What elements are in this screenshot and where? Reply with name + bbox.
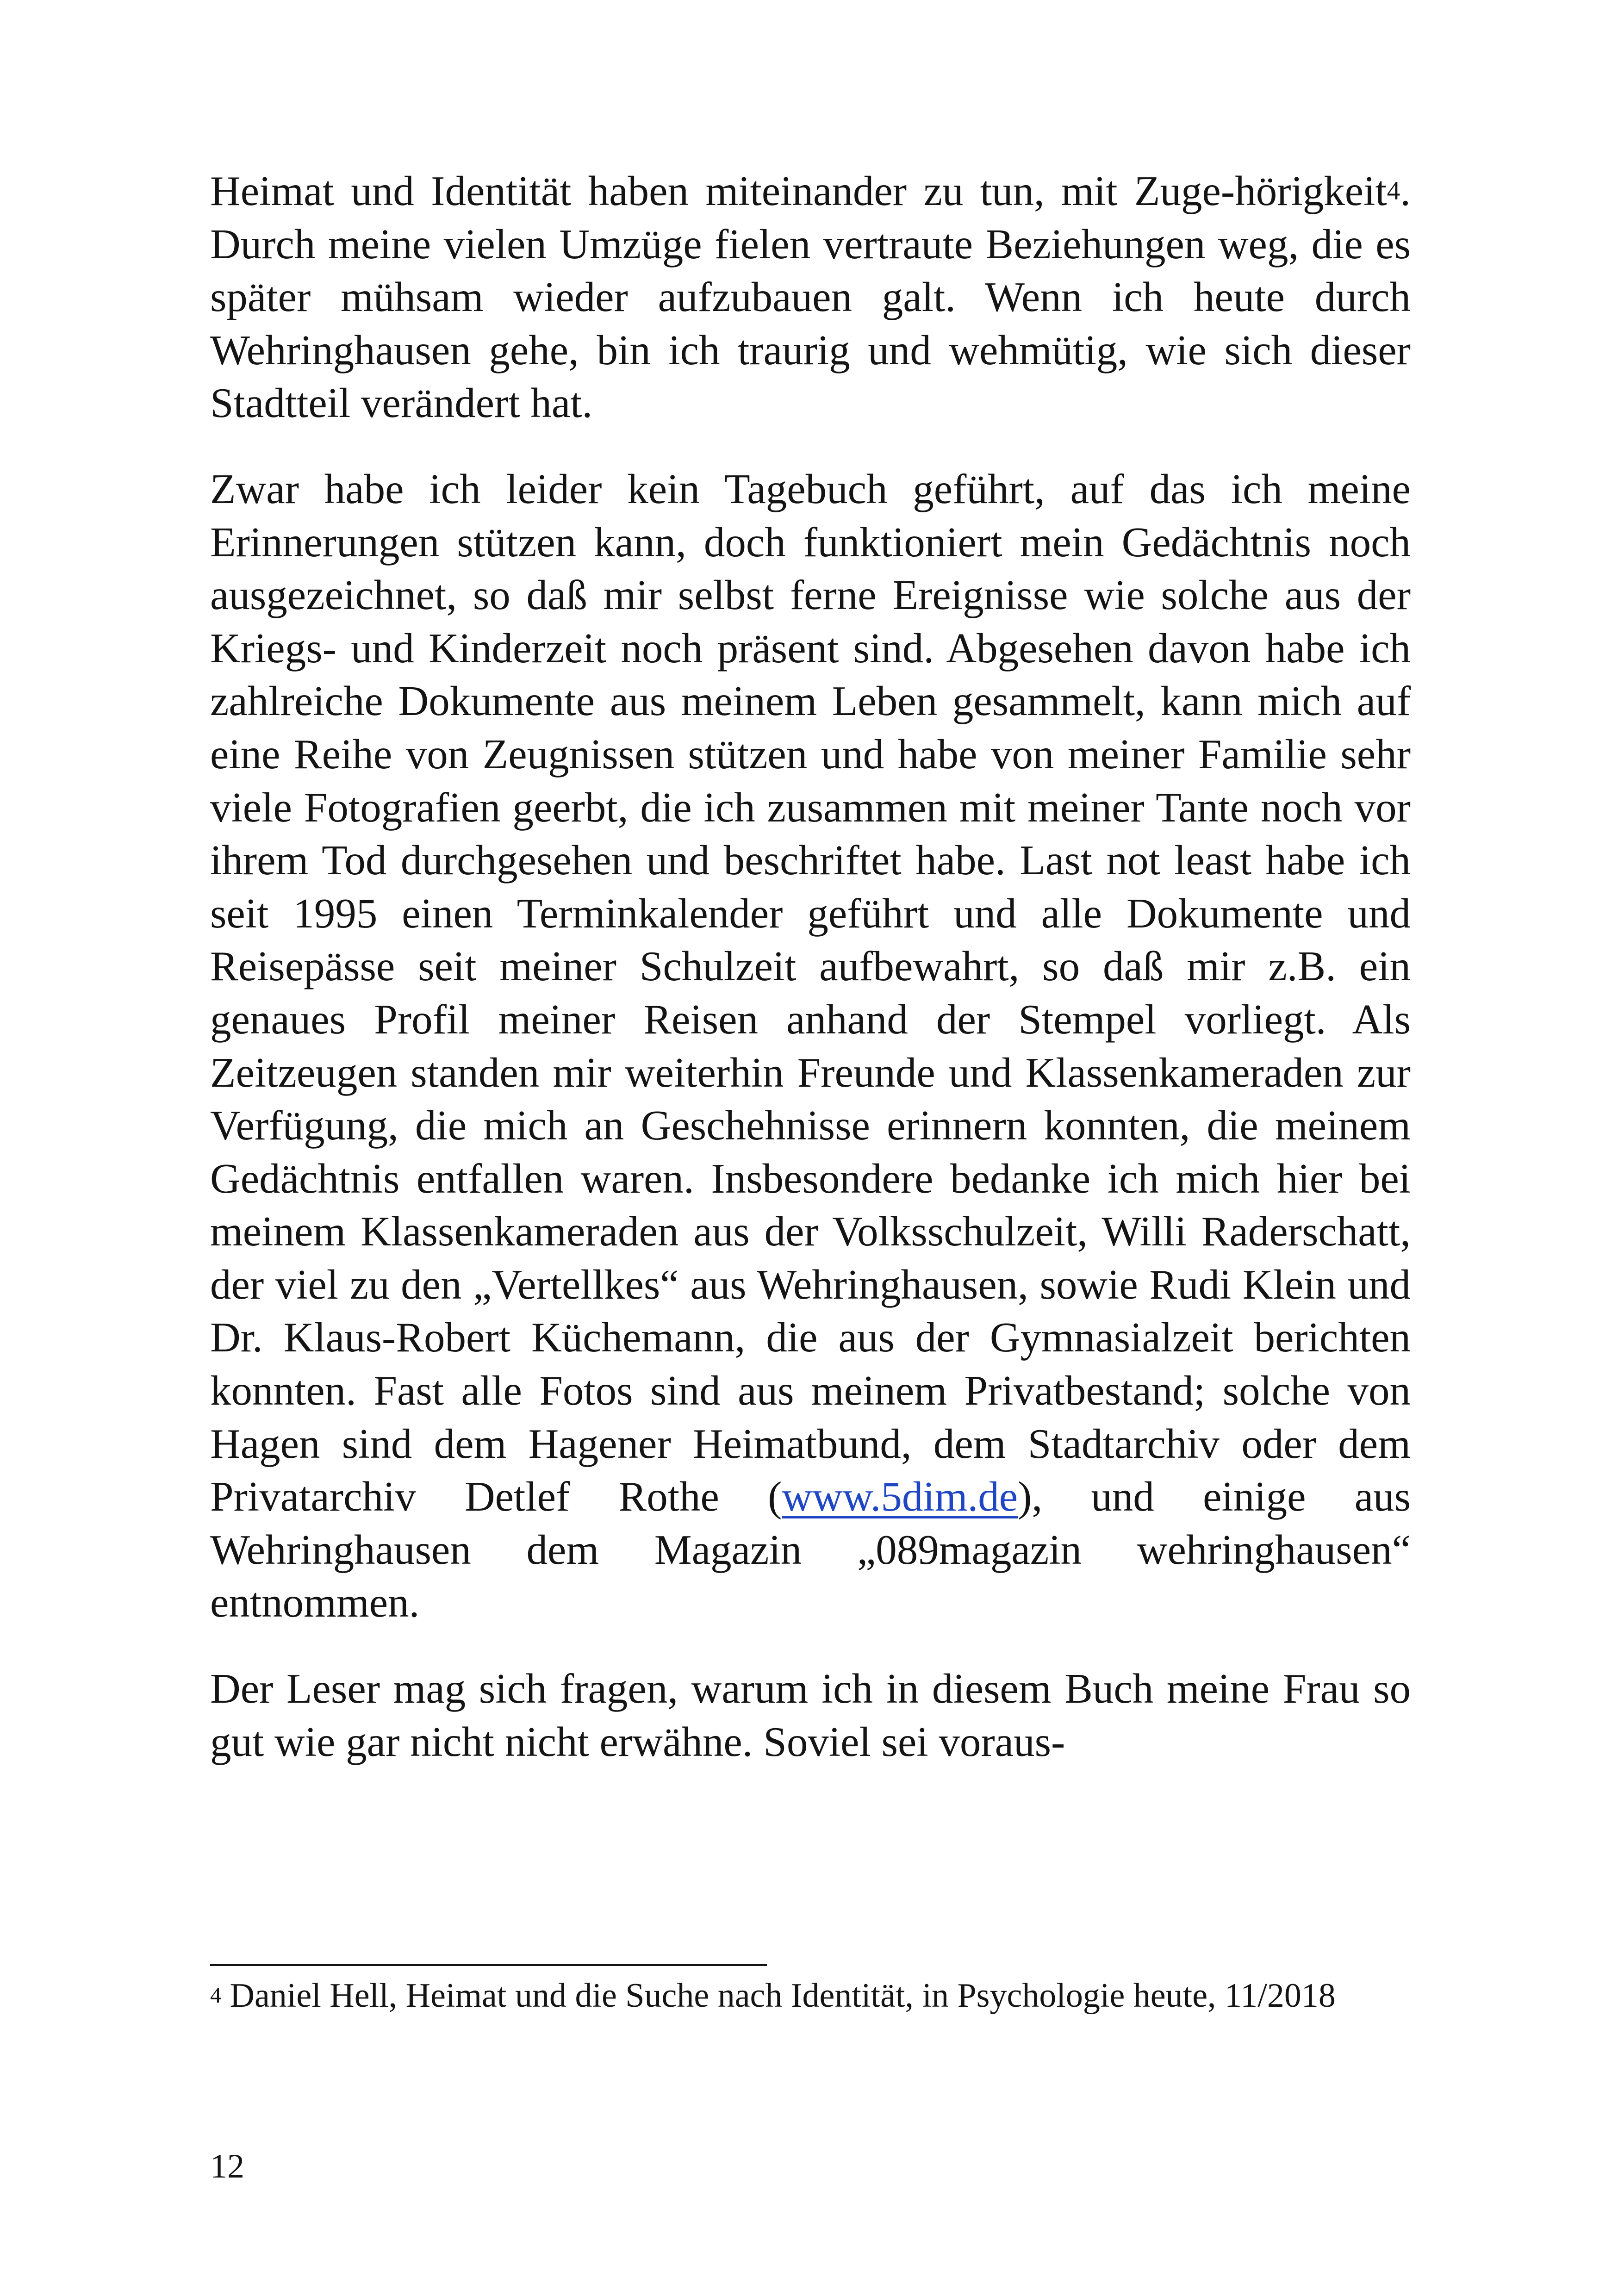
footnote-separator [210, 1964, 767, 1966]
main-text [210, 165, 1411, 1768]
footnote [210, 1973, 1411, 2018]
footnote-number: 4 [210, 1983, 221, 2008]
paragraph-2-text-cont: ), und einige aus Wehringhausen dem Magazin „089magazin wehringhausen“ entnommen. [210, 1473, 1411, 1626]
paragraph-3: Der Leser mag sich fragen, warum ich in diesem Buch meine Frau so gut wie gar nicht nicht erwähne. Soviel sei voraus- [210, 1665, 1411, 1765]
paragraph-2 [210, 463, 1411, 1630]
paragraph-2-text: Zwar habe ich leider kein Tagebuch geführt, auf das ich meine Erinnerungen stützen kann, doch funktioniert mein Gedächtnis noch ausgezeichnet, so daß mir selbst ferne Ereignisse wie solche aus der Kriegs- und Kinderzeit noch präsent sind. Abgesehen davon habe ich zahlreiche Dokumente aus meinem Leben gesammelt, kann mich auf eine Reihe von Zeugnissen stützen und habe von meiner Familie sehr viele Fotografien geerbt, die ich zusammen mit meiner Tante noch vor ihrem Tod durchgesehen und beschriftet habe. Last not least habe ich seit 1995 einen Terminkalender geführt und alle Dokumente und Reisepässe seit meiner Schulzeit aufbewahrt, so daß mir z.B. ein genaues Profil meiner Reisen anhand der Stempel vorliegt. Als Zeitzeugen standen mir weiterhin Freunde und Klassenkameraden zur Verfügung, die mich an Geschehnisse erinnern konnten, die meinem Gedächtnis entfallen waren. Insbesondere bedanke ich mich hier bei meinem Klassenkameraden aus der Volksschulzeit, Willi Raderschatt, der viel zu den „Vertellkes“ aus Wehringhausen, sowie Rudi Klein und Dr. Klaus-Robert Küchemann, die aus der Gymnasialzeit berichten konnten. Fast alle Fotos sind aus meinem Privatbestand; solche von Hagen sind dem Hagener Heimatbund, dem Stadtarchiv oder dem Privatarchiv Detlef Rothe ( [210, 465, 1411, 1520]
website-link[interactable]: www.5dim.de [782, 1473, 1018, 1520]
footnote-text: Daniel Hell, Heimat und die Suche nach Identität, in Psychologie heute, 11/2018 [221, 1977, 1336, 2015]
paragraph-1 [210, 165, 1411, 430]
page-number: 12 [210, 2147, 244, 2185]
footnote-reference[interactable]: 4 [1387, 176, 1400, 205]
paragraph-1-text: Heimat und Identität haben miteinander zu tun, mit Zuge-hörigkeit [210, 168, 1387, 214]
paragraph-1-text-cont: . Durch meine vielen Umzüge fielen vertraute Beziehungen weg, die es später mühsam wieder aufzubauen galt. Wenn ich heute durch Wehringhausen gehe, bin ich traurig und wehmütig, wie sich dieser Stadtteil verändert hat. [210, 168, 1411, 427]
